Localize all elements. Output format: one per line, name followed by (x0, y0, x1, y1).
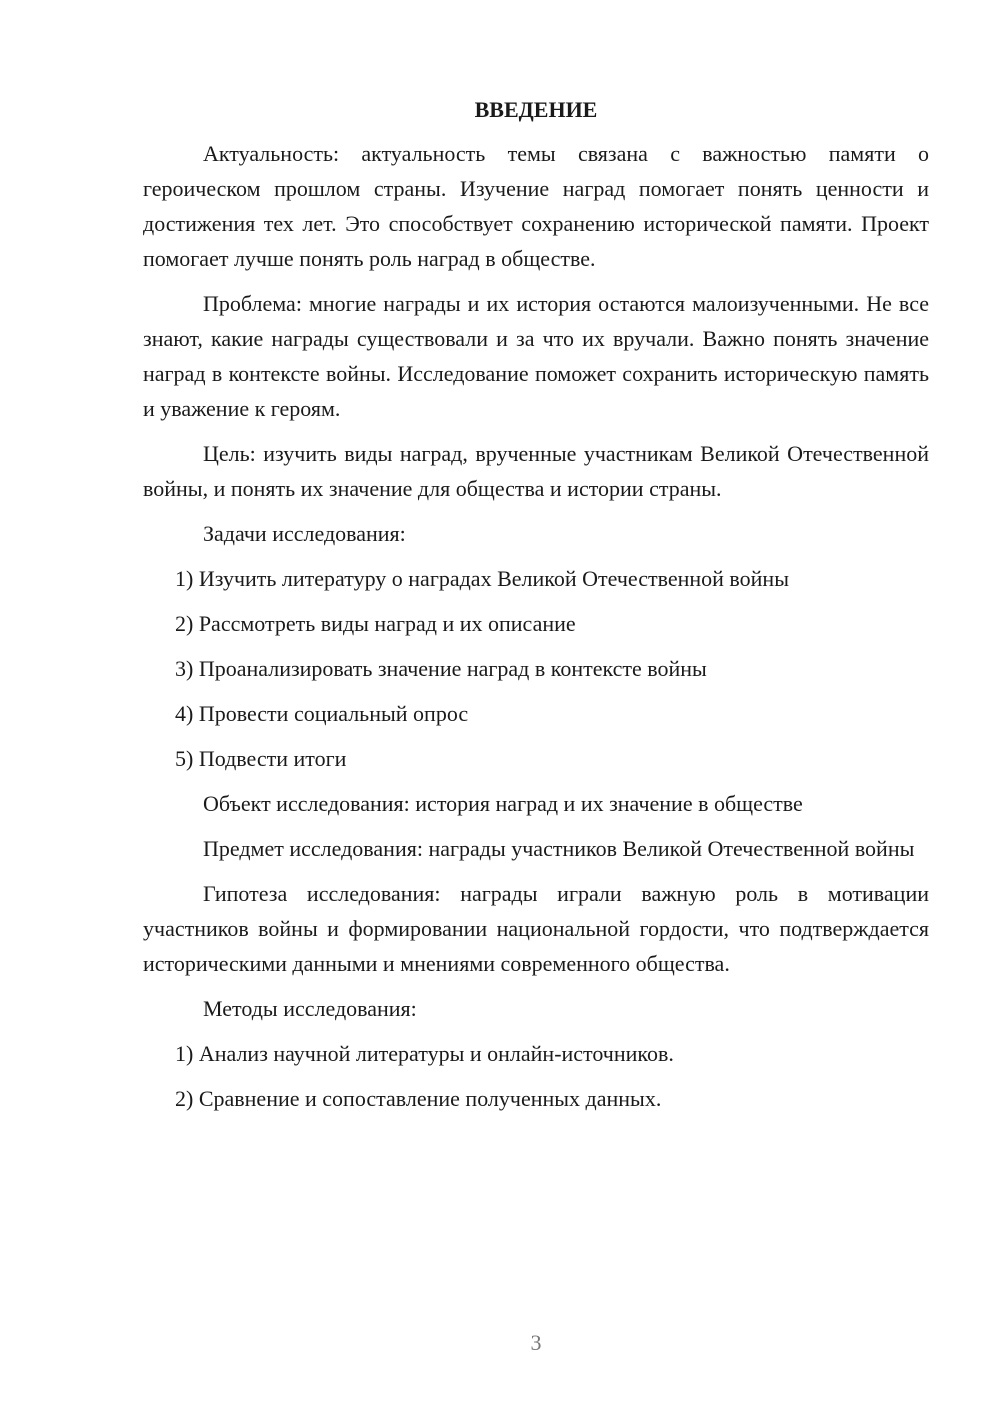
tasks-heading: Задачи исследования: (203, 521, 406, 546)
paragraph-object: Объект исследования: история наград и их значение в обществе (203, 791, 803, 816)
task-item: 1) Изучить литературу о наградах Великой Отечественной войны (175, 566, 789, 591)
paragraph-relevance: Актуальность: актуальность темы связана с важностью памяти о героическом прошлом страны. Изучение наград помогает понять ценности и достижения тех лет. Это способствует сохранению исторической памяти. Проект помогает лучше понять роль наград в обществе. (143, 141, 929, 271)
document-body (143, 92, 929, 1126)
paragraph-goal: Цель: изучить виды наград, врученные участникам Великой Отечественной войны, и понять их значение для общества и истории страны. (143, 441, 929, 501)
paragraph-problem: Проблема: многие награды и их история остаются малоизученными. Не все знают, какие награды существовали и за что их вручали. Важно понять значение наград в контексте войны. Исследование поможет сохранить историческую память и уважение к героям. (143, 291, 929, 421)
method-item: 1) Анализ научной литературы и онлайн-источников. (175, 1041, 674, 1066)
section-title: ВВЕДЕНИЕ (474, 97, 598, 122)
methods-heading: Методы исследования: (203, 996, 417, 1021)
page-number: 3 (530, 1330, 542, 1355)
task-item: 3) Проанализировать значение наград в контексте войны (175, 656, 707, 681)
method-item: 2) Сравнение и сопоставление полученных данных. (175, 1086, 662, 1111)
task-item: 4) Провести социальный опрос (175, 701, 469, 726)
task-item: 2) Рассмотреть виды наград и их описание (175, 611, 576, 636)
task-item: 5) Подвести итоги (175, 746, 347, 771)
paragraph-hypothesis: Гипотеза исследования: награды играли важную роль в мотивации участников войны и формировании национальной гордости, что подтверждается историческими данными и мнениями современного общества. (143, 881, 929, 976)
paragraph-subject: Предмет исследования: награды участников Великой Отечественной войны (203, 836, 915, 861)
